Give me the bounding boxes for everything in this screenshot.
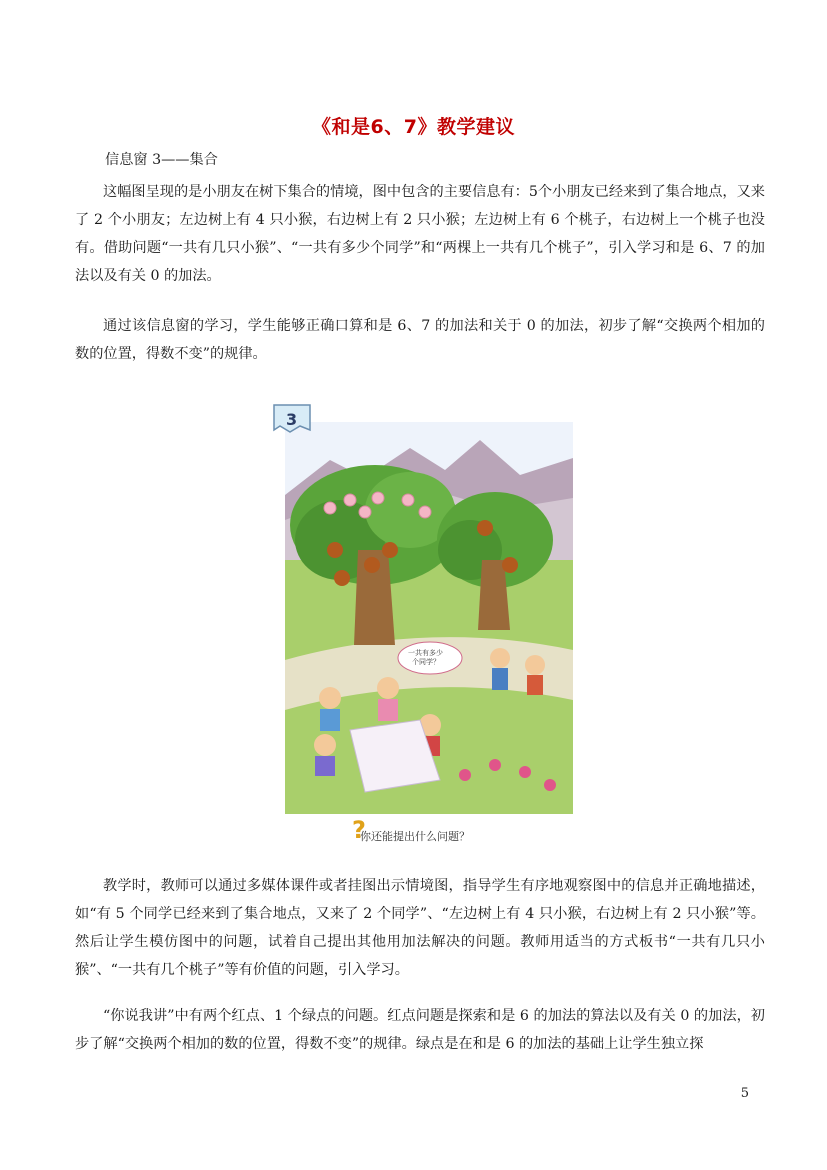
paragraph-2-text: 通过该信息窗的学习，学生能够正确口算和是 6、7 的加法和关于 0 的加法，初步了解“交换两个相加的数的位置，得数不变”的规律。 — [75, 318, 765, 362]
paragraph-4 — [75, 1002, 765, 1058]
paragraph-4-text: “你说我讲”中有两个红点、1 个绿点的问题。红点问题是探索和是 6 的加法的算法以及有关 0 的加法，初步了解“交换两个相加的数的位置，得数不变”的规律。绿点是在和是 6 的加法的基础上让学生独立探 — [75, 1008, 765, 1052]
question-mark-icon: ? — [352, 816, 366, 844]
figure-caption: 你还能提出什么问题？ — [360, 830, 470, 843]
paragraph-2 — [75, 312, 765, 368]
paragraph-1-text: 这幅图呈现的是小朋友在树下集合的情境，图中包含的主要信息有：5个小朋友已经来到了集合地点，又来了 2 个小朋友；左边树上有 4 只小猴，右边树上有 2 只小猴；左边树上有 6 个桃子，右边树上一个桃子也没有。借助问题“一共有几只小猴”、“一共有多少个同学”和“两棵上一共有几个桃子”，引入学习和是 6、7 的加法以及有关 0 的加法。 — [75, 184, 765, 284]
scene-illustration — [270, 400, 580, 855]
paragraph-3 — [75, 872, 765, 984]
paragraph-1 — [75, 178, 765, 290]
page-title: 《和是6、7》教学建议 — [312, 116, 515, 138]
badge-number: 3 — [286, 410, 298, 429]
page-number: 5 — [740, 1086, 749, 1101]
paragraph-3-text: 教学时，教师可以通过多媒体课件或者挂图出示情境图，指导学生有序地观察图中的信息并正确地描述，如“有 5 个同学已经来到了集合地点，又来了 2 个同学”、“左边树上有 4 只小猴，右边树上有 2 只小猴”等。然后让学生模仿图中的问题，试着自己提出其他用加法解决的问题。教师用适当的方式板书“一共有几只小猴”、“一共有几个桃子”等有价值的问题，引入学习。 — [75, 878, 765, 978]
speech-bubble-text: 一共有多少个同学？ — [408, 649, 443, 666]
section-subtitle: 信息窗 3——集合 — [105, 152, 218, 168]
